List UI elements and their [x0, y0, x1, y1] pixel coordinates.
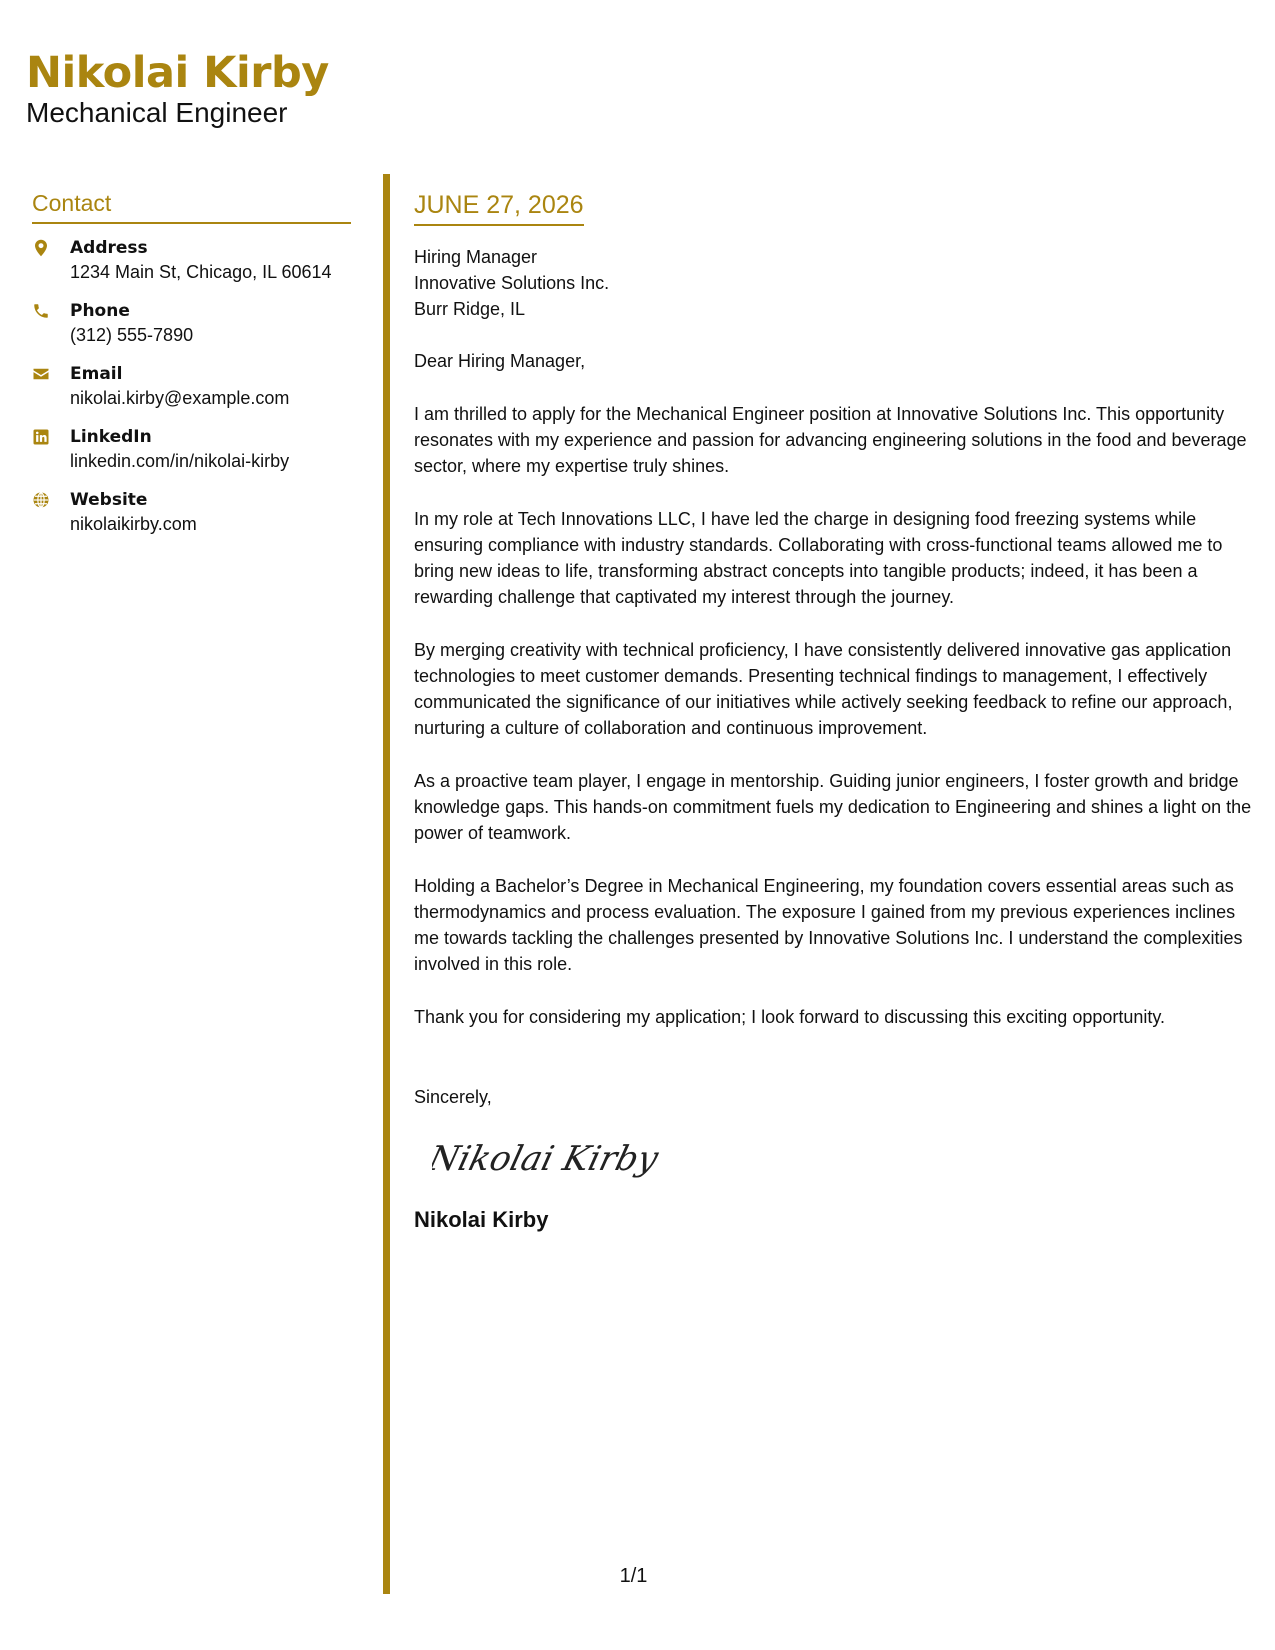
- signature-svg: [432, 1132, 662, 1188]
- contact-label: Email: [70, 364, 123, 384]
- contact-label: Website: [70, 490, 148, 510]
- page-number: [0, 1565, 1275, 1588]
- website-value: nikolaikirby.com: [70, 514, 197, 534]
- paragraph: In my role at Tech Innovations LLC, I have led the charge in designing food freezing systems while ensuring compliance with industry standards. Collaborating with cross-functional teams allowed me to bring new ideas to life, transforming abstract concepts into tangible products; indeed, it has been a rewarding challenge that captivated my interest through the journey.: [414, 509, 1223, 607]
- contact-item-website: [32, 488, 351, 536]
- letter-body: [414, 190, 1254, 1234]
- header: [26, 46, 329, 130]
- recipient-line: Hiring Manager: [414, 247, 538, 267]
- contact-item-address: [32, 236, 351, 284]
- email-value: nikolai.kirby@example.com: [70, 388, 290, 408]
- signer-name: Nikolai Kirby: [414, 1207, 549, 1232]
- closing: Sincerely,: [414, 1087, 492, 1107]
- address-value: 1234 Main St, Chicago, IL 60614: [70, 262, 332, 282]
- paragraph: Thank you for considering my application; I look forward to discussing this exciting opportunity.: [414, 1007, 1166, 1027]
- signature-image: [432, 1132, 1254, 1188]
- contact-item-phone: [32, 299, 351, 347]
- contact-item-email: [32, 362, 351, 410]
- recipient-line: Burr Ridge, IL: [414, 299, 526, 319]
- contact-label: Address: [70, 238, 148, 258]
- paragraph: By merging creativity with technical proficiency, I have consistently delivered innovative gas application technologies to meet customer demands. Presenting technical findings to management, I effectively communicated the significance of our initiatives while actively seeking feedback to refine our approach, nurturing a culture of collaboration and continuous improvement.: [414, 640, 1233, 738]
- applicant-title: Mechanical Engineer: [26, 97, 288, 128]
- page-number-text: 1/1: [619, 1565, 648, 1587]
- paragraph: Holding a Bachelor’s Degree in Mechanical Engineering, my foundation covers essential areas such as thermodynamics and process evaluation. The exposure I gained from my previous experiences inclines me towards tackling the challenges presented by Innovative Solutions Inc. I understand the complexities involved in this role.: [414, 876, 1243, 974]
- linkedin-icon: [32, 425, 70, 448]
- contact-label: LinkedIn: [70, 427, 152, 447]
- envelope-icon: [32, 362, 70, 385]
- contact-list: [32, 236, 351, 536]
- paragraph: As a proactive team player, I engage in mentorship. Guiding junior engineers, I foster growth and bridge knowledge gaps. This hands-on commitment fuels my dedication to Engineering and shines a light on the power of teamwork.: [414, 771, 1252, 843]
- contact-label: Phone: [70, 301, 130, 321]
- recipient-block: [414, 244, 1254, 322]
- vertical-divider: [383, 174, 390, 1594]
- letter-date: JUNE 27, 2026: [414, 190, 584, 226]
- applicant-name: Nikolai Kirby: [26, 48, 329, 98]
- greeting: Dear Hiring Manager,: [414, 351, 586, 371]
- contact-item-linkedin: [32, 425, 351, 473]
- phone-value: (312) 555-7890: [70, 325, 194, 345]
- paragraph: I am thrilled to apply for the Mechanical Engineer position at Innovative Solutions Inc. This opportunity resonates with my experience and passion for advancing engineering solutions in the food and beverage sector, where my expertise truly shines.: [414, 404, 1247, 476]
- contact-heading: Contact: [32, 188, 351, 224]
- globe-icon: [32, 488, 70, 511]
- linkedin-value: linkedin.com/in/nikolai-kirby: [70, 451, 290, 471]
- recipient-line: Innovative Solutions Inc.: [414, 273, 610, 293]
- phone-icon: [32, 299, 70, 322]
- signature-text: Nikolai Kirby: [432, 1139, 662, 1179]
- contact-sidebar: [32, 188, 351, 551]
- location-pin-icon: [32, 236, 70, 259]
